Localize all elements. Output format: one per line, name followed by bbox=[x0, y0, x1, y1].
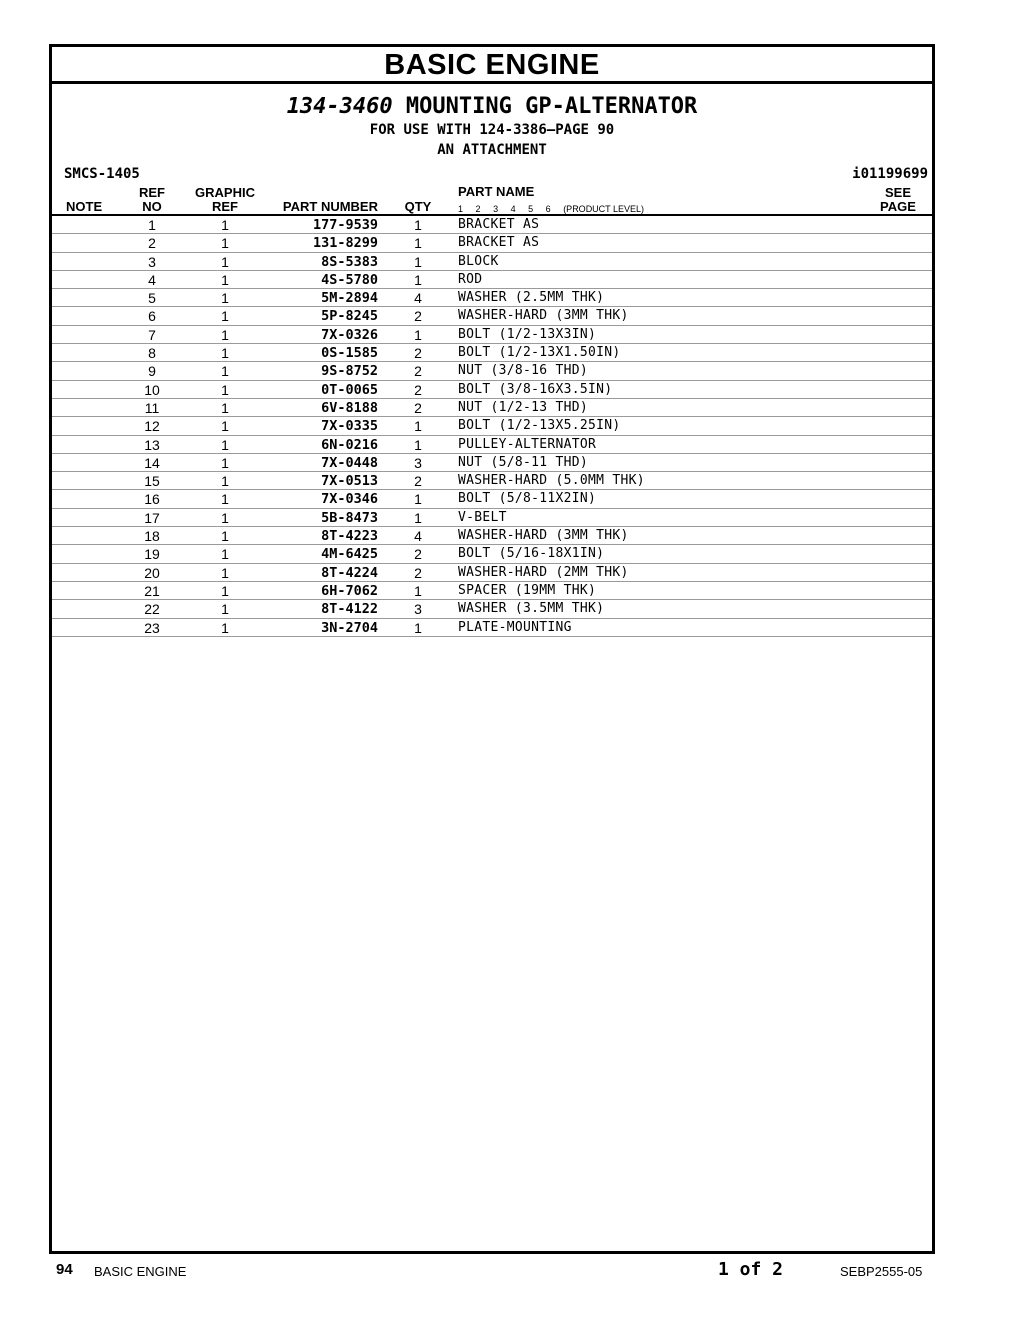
ref-no: 23 bbox=[144, 619, 160, 636]
table-row bbox=[52, 234, 932, 252]
graphic-ref: 1 bbox=[221, 418, 229, 435]
document-id: SEBP2555-05 bbox=[840, 1264, 923, 1279]
table-row bbox=[52, 399, 932, 417]
part-number: 3N-2704 bbox=[321, 619, 378, 636]
group-number: 134-3460 bbox=[286, 94, 393, 119]
col-part-number: PART NUMBER bbox=[282, 199, 378, 214]
group-name: MOUNTING GP-ALTERNATOR bbox=[405, 94, 698, 119]
page-number: 94 bbox=[56, 1261, 73, 1278]
table-row bbox=[52, 326, 932, 344]
ref-no: 8 bbox=[148, 345, 156, 362]
col-ref-top: REF bbox=[139, 185, 165, 200]
graphic-ref: 1 bbox=[221, 290, 229, 307]
quantity: 1 bbox=[414, 271, 422, 288]
graphic-ref: 1 bbox=[221, 345, 229, 362]
quantity: 1 bbox=[414, 326, 422, 343]
col-ref-bottom: NO bbox=[142, 199, 162, 214]
ref-no: 6 bbox=[148, 308, 156, 325]
product-level-label: (PRODUCT LEVEL) bbox=[563, 204, 645, 214]
table-row bbox=[52, 509, 932, 527]
quantity: 1 bbox=[414, 509, 422, 526]
part-name: NUT (5/8-11 THD) bbox=[458, 454, 589, 470]
ref-no: 18 bbox=[144, 528, 160, 545]
col-see-bottom: PAGE bbox=[880, 199, 916, 214]
section-title: BASIC ENGINE bbox=[52, 47, 932, 84]
part-number: 7X-0513 bbox=[321, 473, 378, 490]
quantity: 1 bbox=[414, 491, 422, 508]
table-row bbox=[52, 307, 932, 325]
graphic-ref: 1 bbox=[221, 582, 229, 599]
col-product-levels bbox=[458, 202, 644, 216]
part-number: 9S-8752 bbox=[321, 363, 378, 380]
part-name: V-BELT bbox=[458, 509, 507, 525]
ref-no: 22 bbox=[144, 601, 160, 618]
table-row bbox=[52, 344, 932, 362]
ref-no: 20 bbox=[144, 564, 160, 581]
quantity: 2 bbox=[414, 345, 422, 362]
quantity: 1 bbox=[414, 619, 422, 636]
graphic-ref: 1 bbox=[221, 271, 229, 288]
level-1: 1 bbox=[458, 204, 464, 214]
ref-no: 9 bbox=[148, 363, 156, 380]
quantity: 3 bbox=[414, 454, 422, 471]
smcs-row bbox=[52, 166, 932, 186]
part-number: 7X-0346 bbox=[321, 491, 378, 508]
graphic-ref: 1 bbox=[221, 235, 229, 252]
quantity: 1 bbox=[414, 217, 422, 233]
part-name: BOLT (1/2-13X3IN) bbox=[458, 326, 597, 342]
footer-section: BASIC ENGINE bbox=[94, 1264, 187, 1279]
graphic-ref: 1 bbox=[221, 217, 229, 233]
part-name: BLOCK bbox=[458, 253, 499, 269]
ref-no: 15 bbox=[144, 473, 160, 490]
smcs-code: SMCS-1405 bbox=[64, 166, 140, 182]
ref-no: 2 bbox=[148, 235, 156, 252]
table-row bbox=[52, 564, 932, 582]
quantity: 2 bbox=[414, 473, 422, 490]
quantity: 3 bbox=[414, 601, 422, 618]
part-number: 0S-1585 bbox=[321, 345, 378, 362]
quantity: 1 bbox=[414, 582, 422, 599]
ref-no: 7 bbox=[148, 326, 156, 343]
level-5: 5 bbox=[528, 204, 534, 214]
col-graphic-top: GRAPHIC bbox=[195, 185, 255, 200]
level-4: 4 bbox=[510, 204, 516, 214]
table-row bbox=[52, 289, 932, 307]
graphic-ref: 1 bbox=[221, 308, 229, 325]
graphic-ref: 1 bbox=[221, 454, 229, 471]
ref-no: 1 bbox=[148, 217, 156, 233]
table-header bbox=[52, 186, 932, 216]
part-name: WASHER-HARD (5.0MM THK) bbox=[458, 473, 645, 489]
sheet-indicator: 1 of 2 bbox=[718, 1259, 784, 1280]
col-graphic-bottom: REF bbox=[212, 199, 238, 214]
table-row bbox=[52, 582, 932, 600]
part-name: BRACKET AS bbox=[458, 235, 540, 251]
quantity: 1 bbox=[414, 418, 422, 435]
quantity: 2 bbox=[414, 308, 422, 325]
col-qty: QTY bbox=[404, 199, 432, 214]
part-name: PULLEY-ALTERNATOR bbox=[458, 436, 597, 452]
part-name: BOLT (3/8-16X3.5IN) bbox=[458, 381, 613, 397]
part-name: ROD bbox=[458, 271, 483, 287]
level-6: 6 bbox=[545, 204, 551, 214]
page-footer bbox=[0, 1258, 1020, 1282]
part-number: 6H-7062 bbox=[321, 582, 378, 599]
graphic-ref: 1 bbox=[221, 473, 229, 490]
quantity: 2 bbox=[414, 381, 422, 398]
part-name: NUT (3/8-16 THD) bbox=[458, 363, 589, 379]
table-row bbox=[52, 253, 932, 271]
part-number: 6V-8188 bbox=[321, 399, 378, 416]
ref-no: 4 bbox=[148, 271, 156, 288]
part-name: WASHER (3.5MM THK) bbox=[458, 601, 605, 617]
table-row bbox=[52, 454, 932, 472]
ref-no: 16 bbox=[144, 491, 160, 508]
graphic-ref: 1 bbox=[221, 381, 229, 398]
ref-no: 11 bbox=[144, 399, 160, 416]
part-name: BOLT (1/2-13X5.25IN) bbox=[458, 418, 621, 434]
quantity: 2 bbox=[414, 546, 422, 563]
ref-no: 10 bbox=[144, 381, 160, 398]
part-number: 177-9539 bbox=[312, 217, 378, 233]
part-number: 4M-6425 bbox=[321, 546, 378, 563]
graphic-ref: 1 bbox=[221, 619, 229, 636]
ref-no: 21 bbox=[144, 582, 160, 599]
part-number: 4S-5780 bbox=[321, 271, 378, 288]
ref-no: 17 bbox=[144, 509, 160, 526]
quantity: 1 bbox=[414, 436, 422, 453]
table-row bbox=[52, 216, 932, 234]
attachment-note: AN ATTACHMENT bbox=[437, 142, 547, 158]
part-name: WASHER-HARD (2MM THK) bbox=[458, 564, 629, 580]
table-row bbox=[52, 436, 932, 454]
graphic-ref: 1 bbox=[221, 601, 229, 618]
part-number: 0T-0065 bbox=[321, 381, 378, 398]
table-row bbox=[52, 600, 932, 618]
graphic-ref: 1 bbox=[221, 509, 229, 526]
part-name: BOLT (5/16-18X1IN) bbox=[458, 546, 605, 562]
table-row bbox=[52, 362, 932, 380]
ref-no: 13 bbox=[144, 436, 160, 453]
use-with-note: FOR USE WITH 124-3386—PAGE 90 bbox=[369, 122, 615, 138]
ref-no: 5 bbox=[148, 290, 156, 307]
col-note: NOTE bbox=[66, 199, 103, 214]
graphic-ref: 1 bbox=[221, 326, 229, 343]
quantity: 2 bbox=[414, 564, 422, 581]
part-name: WASHER-HARD (3MM THK) bbox=[458, 528, 629, 544]
part-name: NUT (1/2-13 THD) bbox=[458, 399, 589, 415]
graphic-ref: 1 bbox=[221, 546, 229, 563]
table-row bbox=[52, 490, 932, 508]
col-part-name: PART NAME bbox=[458, 184, 535, 199]
graphic-ref: 1 bbox=[221, 436, 229, 453]
ref-no: 19 bbox=[144, 546, 160, 563]
ref-no: 3 bbox=[148, 253, 156, 270]
level-2: 2 bbox=[475, 204, 481, 214]
group-title bbox=[52, 94, 932, 120]
part-number: 8T-4223 bbox=[321, 528, 378, 545]
illustration-id: i01199699 bbox=[852, 166, 928, 182]
part-number: 5B-8473 bbox=[321, 509, 378, 526]
graphic-ref: 1 bbox=[221, 253, 229, 270]
part-name: WASHER (2.5MM THK) bbox=[458, 290, 605, 306]
part-name: BOLT (1/2-13X1.50IN) bbox=[458, 345, 621, 361]
part-number: 7X-0326 bbox=[321, 326, 378, 343]
table-row bbox=[52, 472, 932, 490]
part-name: BRACKET AS bbox=[458, 217, 540, 232]
graphic-ref: 1 bbox=[221, 528, 229, 545]
level-3: 3 bbox=[493, 204, 499, 214]
ref-no: 14 bbox=[144, 454, 160, 471]
part-number: 7X-0335 bbox=[321, 418, 378, 435]
part-number: 131-8299 bbox=[312, 235, 378, 252]
table-row bbox=[52, 271, 932, 289]
table-row bbox=[52, 619, 932, 637]
table-row bbox=[52, 545, 932, 563]
parts-page-frame bbox=[49, 44, 935, 1254]
part-name: SPACER (19MM THK) bbox=[458, 582, 597, 598]
graphic-ref: 1 bbox=[221, 491, 229, 508]
quantity: 1 bbox=[414, 253, 422, 270]
table-row bbox=[52, 417, 932, 435]
quantity: 2 bbox=[414, 399, 422, 416]
part-number: 6N-0216 bbox=[321, 436, 378, 453]
quantity: 2 bbox=[414, 363, 422, 380]
parts-table-body bbox=[52, 216, 932, 637]
quantity: 4 bbox=[414, 290, 422, 307]
graphic-ref: 1 bbox=[221, 399, 229, 416]
ref-no: 12 bbox=[144, 418, 160, 435]
col-see-top: SEE bbox=[884, 185, 911, 200]
part-name: WASHER-HARD (3MM THK) bbox=[458, 308, 629, 324]
part-number: 8T-4224 bbox=[321, 564, 378, 581]
part-name: PLATE-MOUNTING bbox=[458, 619, 572, 635]
part-name: BOLT (5/8-11X2IN) bbox=[458, 491, 597, 507]
part-number: 5P-8245 bbox=[321, 308, 378, 325]
quantity: 1 bbox=[414, 235, 422, 252]
graphic-ref: 1 bbox=[221, 564, 229, 581]
table-row bbox=[52, 381, 932, 399]
table-row bbox=[52, 527, 932, 545]
quantity: 4 bbox=[414, 528, 422, 545]
part-number: 8S-5383 bbox=[321, 253, 378, 270]
graphic-ref: 1 bbox=[221, 363, 229, 380]
part-number: 8T-4122 bbox=[321, 601, 378, 618]
part-number: 5M-2894 bbox=[321, 290, 378, 307]
part-number: 7X-0448 bbox=[321, 454, 378, 471]
